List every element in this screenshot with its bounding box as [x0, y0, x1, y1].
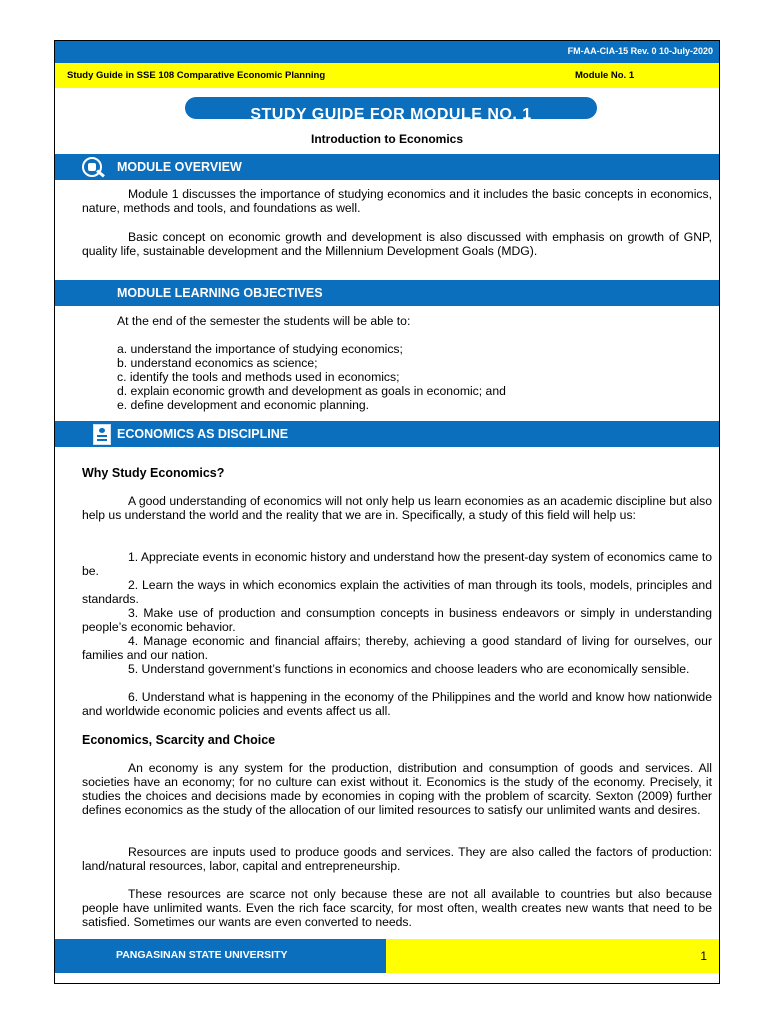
footer-university-bar [55, 939, 386, 973]
title-banner-text: STUDY GUIDE FOR MODULE NO. 1 [250, 106, 532, 119]
why-study-heading: Why Study Economics? [82, 466, 225, 480]
discipline-heading: ECONOMICS AS DISCIPLINE [117, 427, 289, 441]
magnifier-handle [96, 169, 105, 177]
scarcity-paragraph-1: An economy is any system for the production, distribution and consumption of goods and services. All societies have an economy; for no culture can exist without it. Economics is the study of the economy. Precisely, it studies the choices and decisions made by economies in coping with the problem of scarcity. Sexton (2009) further defines economics as the study of the allocation of our limited resources to satisfy our unlimited wants and desires. [82, 761, 712, 817]
overview-paragraph-2: Basic concept on economic growth and development is also discussed with emphasis on growth of GNP, quality life, sustainable development and the Millennium Development Goals (MDG). [82, 230, 712, 258]
objective-item: e. define development and economic planning. [117, 398, 370, 412]
top-header-bar [55, 41, 719, 63]
objective-item: c. identify the tools and methods used in economics; [117, 370, 400, 384]
form-code: FM-AA-CIA-15 Rev. 0 10-July-2020 [567, 46, 713, 56]
discipline-section-bar [55, 421, 719, 447]
course-header-bar [55, 63, 719, 88]
objectives-heading: MODULE LEARNING OBJECTIVES [117, 286, 323, 300]
reason-item: 1. Appreciate events in economic history and understand how the present-day system of economics came to be. [82, 550, 712, 578]
footer-page-bar [386, 939, 719, 973]
page-number: 1 [700, 949, 707, 963]
reason-item: 5. Understand government’s functions in economics and choose leaders who are economically sensible. [128, 662, 690, 676]
document-person-icon [93, 424, 111, 445]
scarcity-paragraph-2: Resources are inputs used to produce goods and services. They are also called the factors of production: land/natural resources, labor, capital and entrepreneurship. [82, 845, 712, 873]
study-guide-page [54, 40, 720, 984]
overview-heading: MODULE OVERVIEW [117, 160, 242, 174]
why-study-paragraph: A good understanding of economics will not only help us learn economies as an academic discipline but also help us understand the world and the reality that we are in. Specifically, a study of this field will help us: [82, 494, 712, 522]
objective-item: a. understand the importance of studying economics; [117, 342, 403, 356]
university-name: PANGASINAN STATE UNIVERSITY [116, 949, 288, 961]
reason-item: 2. Learn the ways in which economics explain the activities of man through its tools, models, principles and standards. [82, 578, 712, 606]
reason-item: 3. Make use of production and consumption concepts in business endeavors or simply in understanding people’s economic behavior. [82, 606, 712, 634]
objectives-list [117, 342, 506, 412]
objectives-intro: At the end of the semester the students will be able to: [117, 314, 411, 328]
overview-section-bar [55, 154, 719, 180]
scarcity-heading: Economics, Scarcity and Choice [82, 733, 276, 747]
title-banner [185, 97, 597, 119]
module-subtitle: Introduction to Economics [311, 132, 463, 146]
reason-item: 4. Manage economic and financial affairs; thereby, achieving a good standard of living for ourselves, our families and our nation. [82, 634, 712, 662]
module-number: Module No. 1 [575, 70, 635, 81]
scarcity-paragraph-3: These resources are scarce not only because these are not all available to countries but also because people have unlimited wants. Even the rich face scarcity, for most often, wealth creates new wants that need to be satisfied. Sometimes our wants are even converted to needs. [82, 887, 712, 929]
course-title: Study Guide in SSE 108 Comparative Economic Planning [67, 70, 326, 81]
objective-item: b. understand economics as science; [117, 356, 318, 370]
reason-item: 6. Understand what is happening in the economy of the Philippines and the world and know how nationwide and worldwide economic policies and events affect us all. [82, 690, 712, 718]
objectives-section-bar [55, 280, 719, 306]
overview-paragraph-1: Module 1 discusses the importance of studying economics and it includes the basic concepts in economics, nature, methods and tools, and foundations as well. [82, 187, 712, 215]
objective-item: d. explain economic growth and development as goals in economic; and [117, 384, 506, 398]
